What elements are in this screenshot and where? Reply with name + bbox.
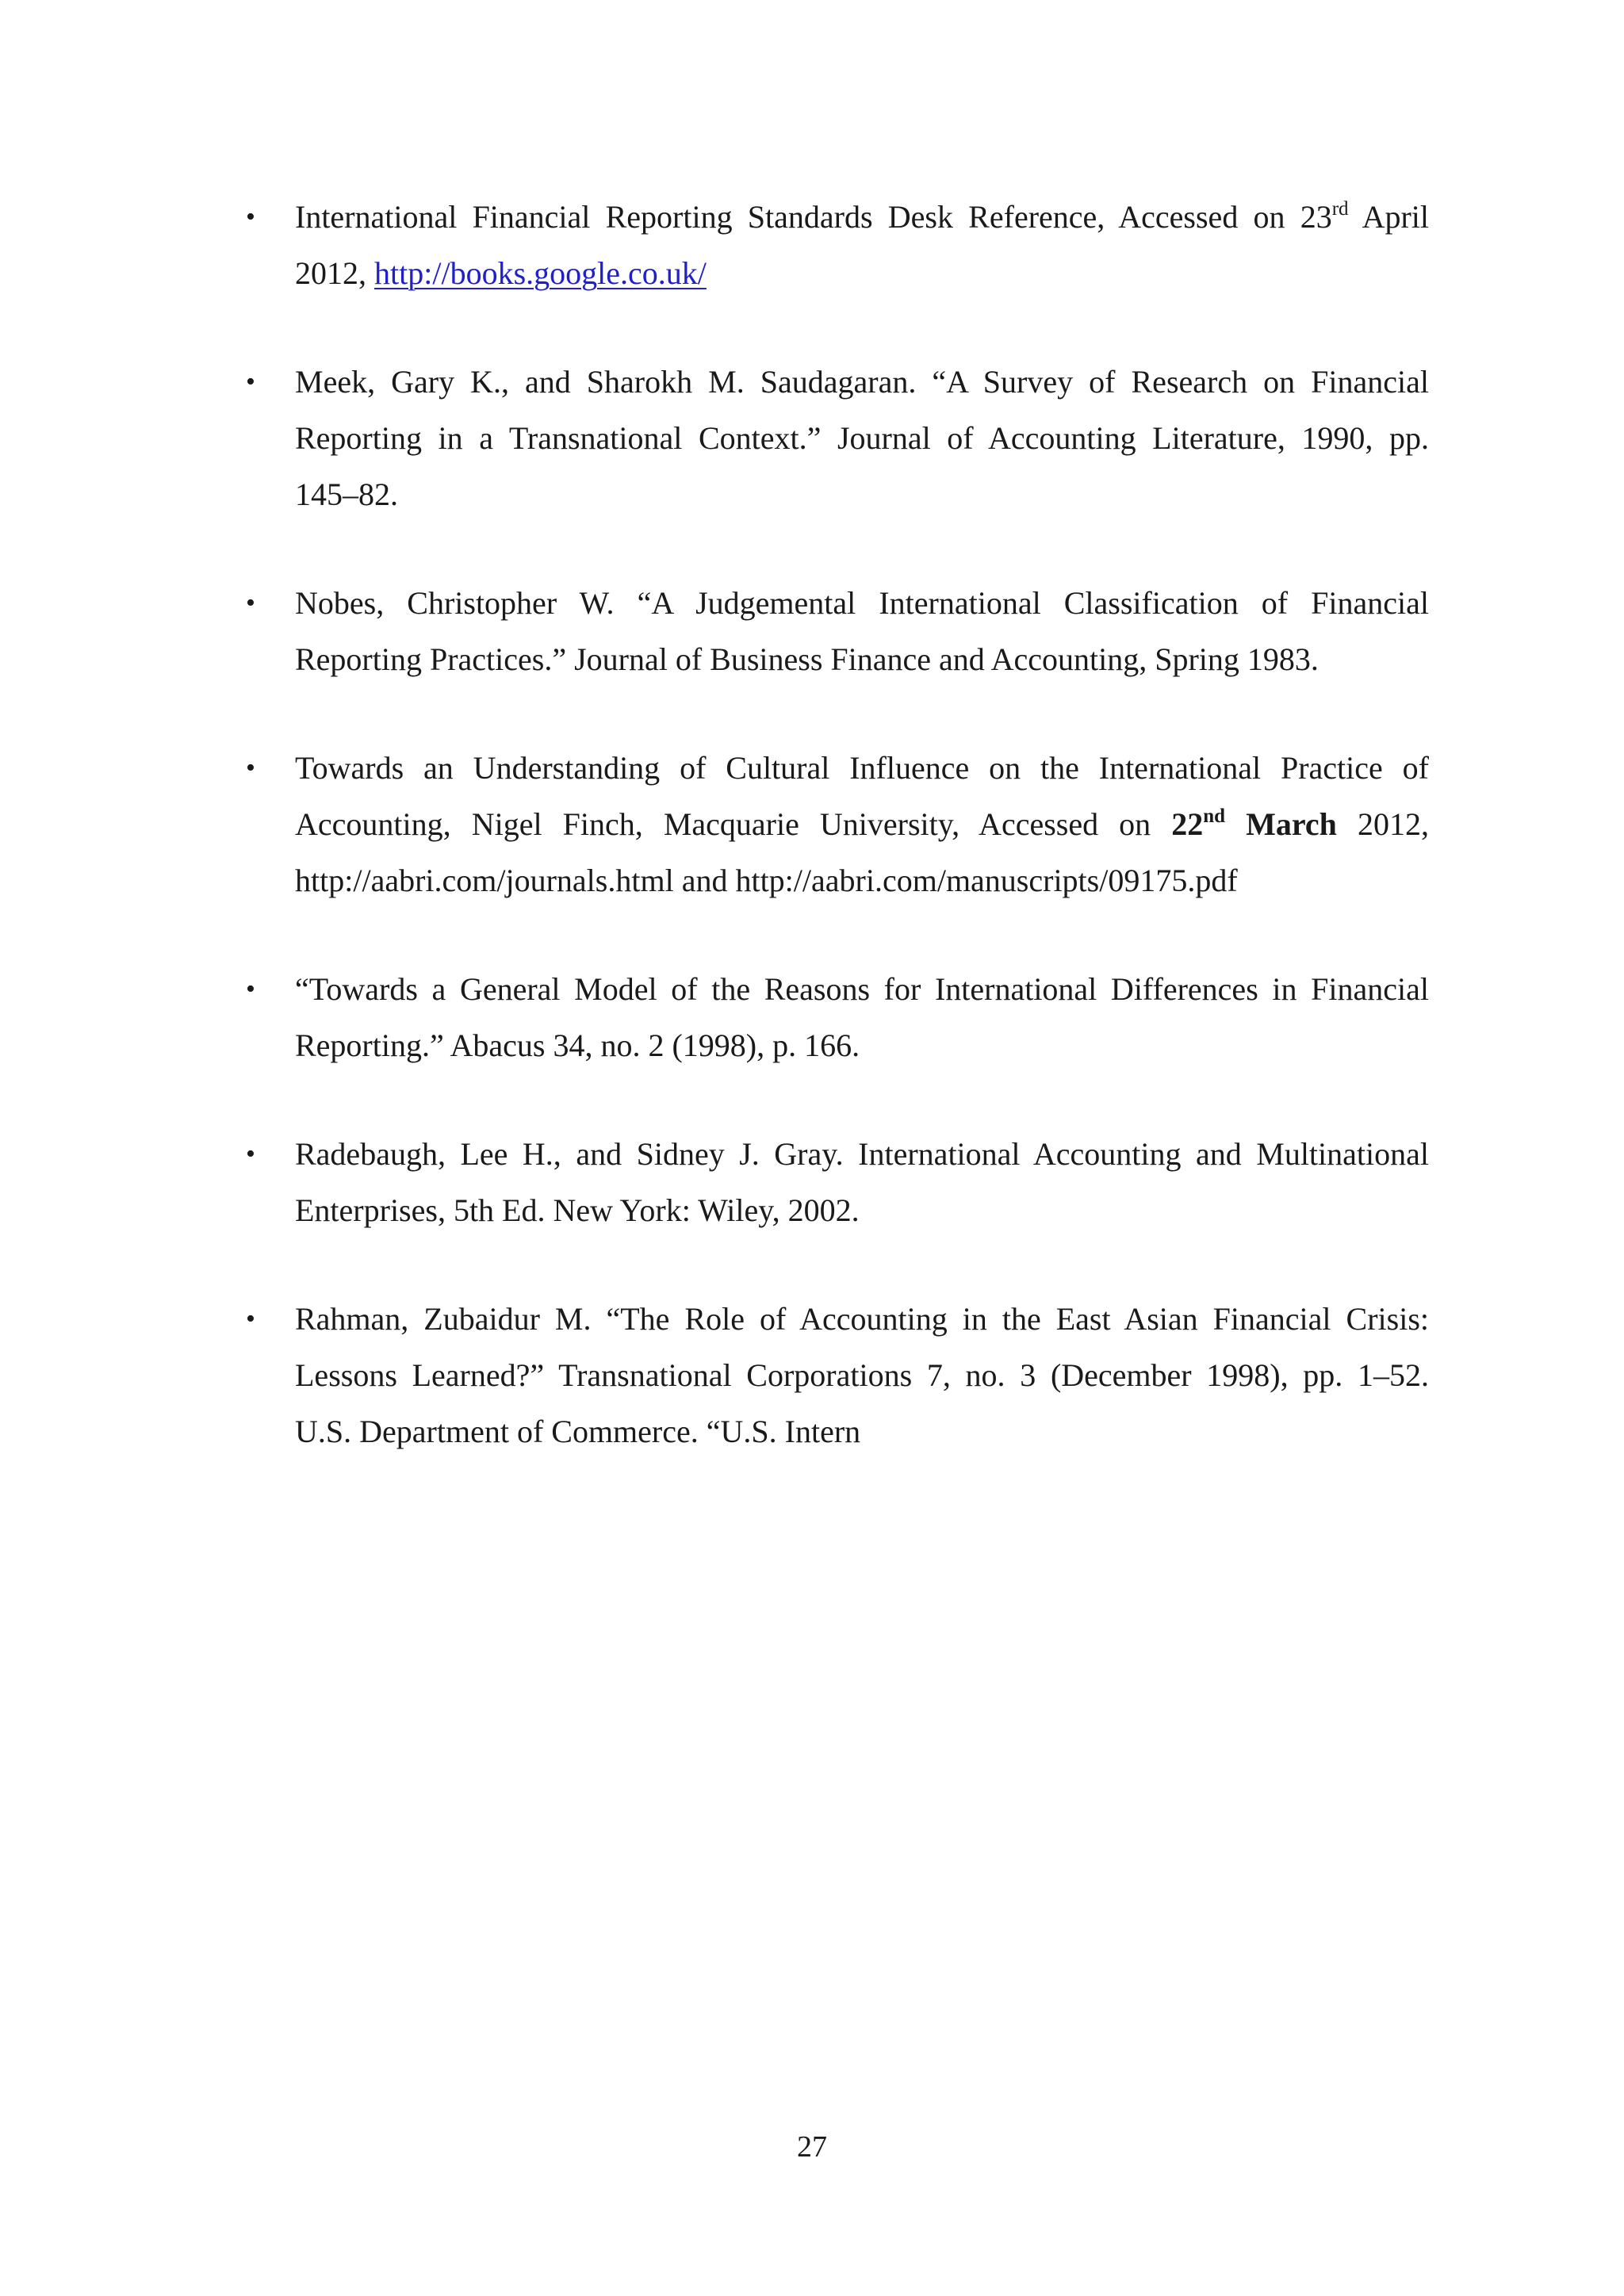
reference-line: Accounting, Nigel Finch, Macquarie University, Accessed on 22nd March 2012, <box>295 806 1430 842</box>
bullet-icon: • <box>246 367 255 396</box>
reference-line: Reporting.” Abacus 34, no. 2 (1998), p. 166. <box>295 1027 860 1063</box>
reference-item-rahman <box>246 1291 1429 1460</box>
bullet-icon: • <box>246 588 255 618</box>
reference-line: Towards an Understanding of Cultural Influence on the International Practice of <box>295 750 1429 786</box>
bullet-icon: • <box>246 974 255 1004</box>
reference-line: 145–82. <box>295 476 398 512</box>
reference-list <box>246 189 1430 1460</box>
reference-line: Lessons Learned?” Transnational Corporations 7, no. 3 (December 1998), pp. 1–52. <box>295 1357 1429 1393</box>
page-number: 27 <box>797 2130 827 2164</box>
reference-line: http://aabri.com/journals.html and http://aabri.com/manuscripts/09175.pdf <box>295 863 1238 898</box>
reference-line: International Financial Reporting Standards Desk Reference, Accessed on 23rd April <box>295 198 1429 235</box>
books-google-link[interactable]: http://books.google.co.uk/ <box>374 255 707 291</box>
ordinal-suffix: nd <box>1203 806 1226 827</box>
reference-line: Nobes, Christopher W. “A Judgemental International Classification of Financial <box>295 585 1429 621</box>
accessed-date-bold: 22nd March <box>1171 806 1337 842</box>
reference-item-meek-saudagaran <box>246 354 1429 522</box>
reference-item-radebaugh-gray <box>246 1126 1429 1238</box>
bullet-icon: • <box>246 753 255 783</box>
reference-item-general-model <box>246 961 1429 1073</box>
reference-line: Rahman, Zubaidur M. “The Role of Accounting in the East Asian Financial Crisis: <box>295 1301 1429 1337</box>
reference-line: “Towards a General Model of the Reasons for International Differences in Financial <box>295 971 1429 1007</box>
reference-line: 2012, http://books.google.co.uk/ <box>295 255 707 291</box>
reference-item-ifrs-desk-reference <box>246 189 1429 301</box>
ordinal-suffix: rd <box>1331 198 1349 220</box>
bullet-icon: • <box>246 1139 255 1169</box>
reference-line: Meek, Gary K., and Sharokh M. Saudagaran. “A Survey of Research on Financial <box>295 364 1429 400</box>
reference-item-nobes <box>246 575 1429 687</box>
reference-line: Reporting Practices.” Journal of Business Finance and Accounting, Spring 1983. <box>295 641 1319 677</box>
reference-line: Radebaugh, Lee H., and Sidney J. Gray. International Accounting and Multinational <box>295 1136 1429 1172</box>
reference-item-cultural-influence <box>246 740 1430 909</box>
reference-line: Reporting in a Transnational Context.” Journal of Accounting Literature, 1990, pp. <box>295 420 1429 456</box>
reference-line: Enterprises, 5th Ed. New York: Wiley, 2002. <box>295 1192 860 1228</box>
bullet-icon: • <box>246 202 255 232</box>
reference-line: U.S. Department of Commerce. “U.S. Intern <box>295 1414 861 1449</box>
bullet-icon: • <box>246 1304 255 1334</box>
